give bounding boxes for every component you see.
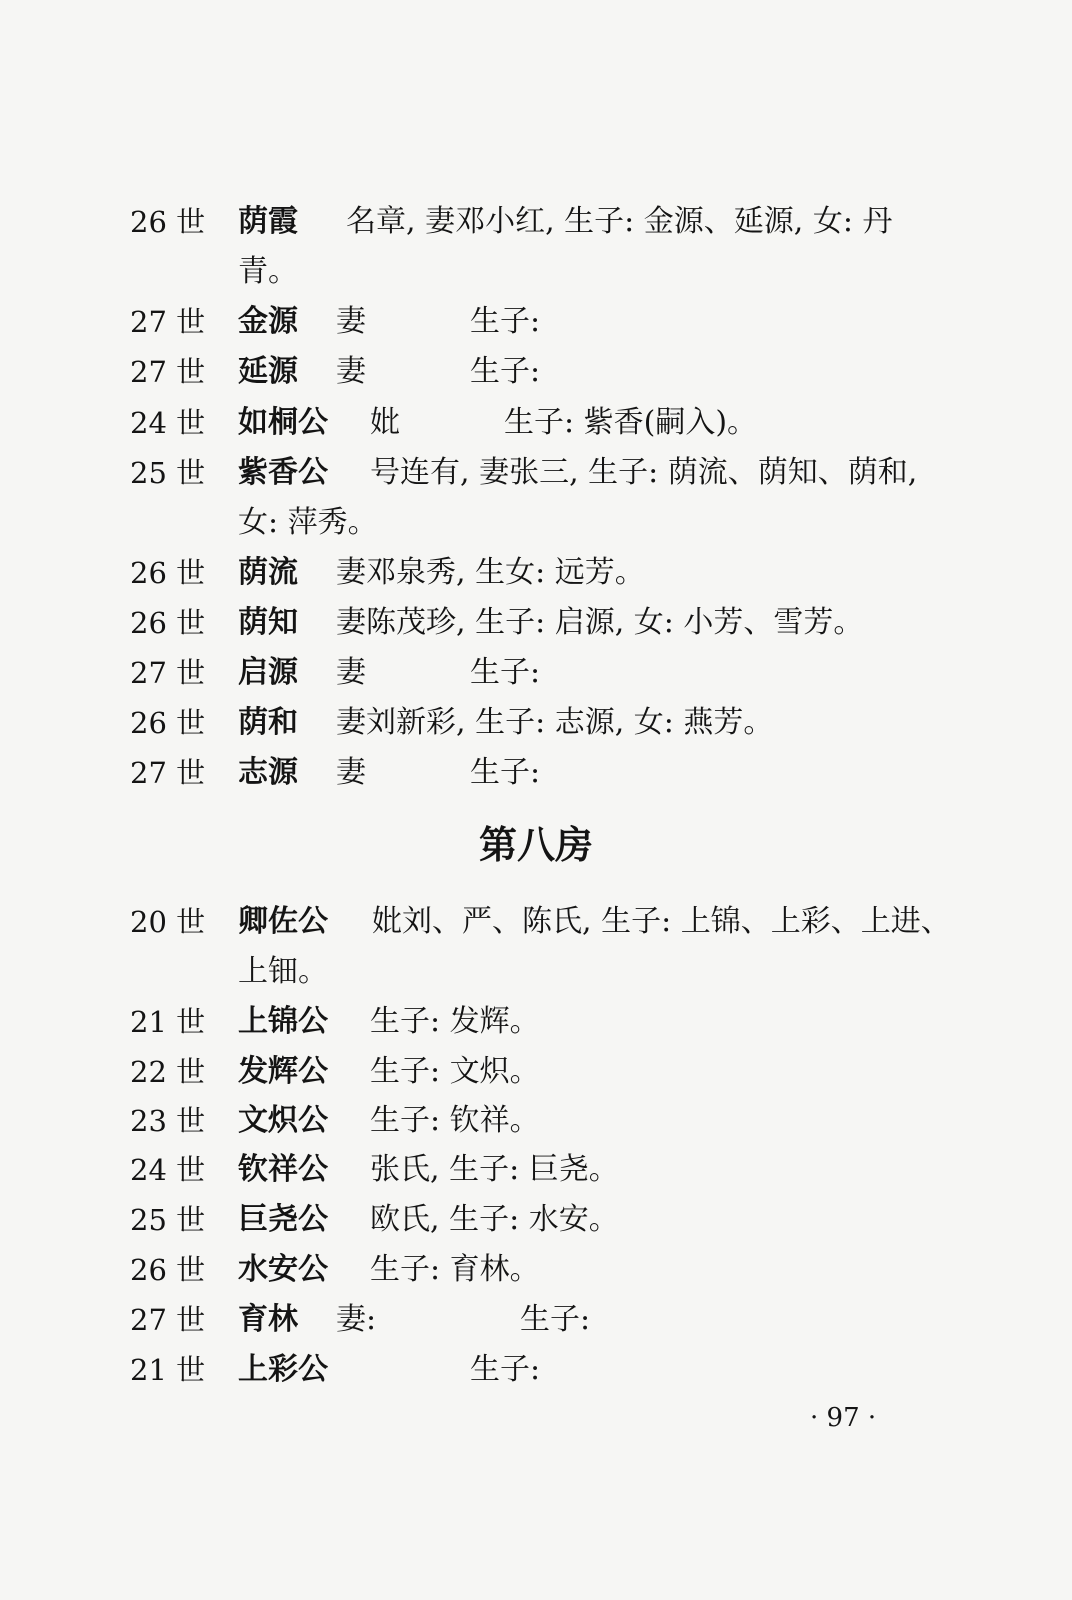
entry-text: 生子: 文炽。 <box>370 1054 540 1089</box>
generation-label: 26 世 <box>130 706 206 740</box>
entry-text: 生子: 发辉。 <box>370 1004 540 1039</box>
person-name: 上锦公 <box>238 1004 328 1039</box>
generation-label: 21 世 <box>130 1353 206 1387</box>
person-name: 水安公 <box>238 1252 328 1287</box>
person-name: 金源 <box>238 304 298 339</box>
person-name: 育林 <box>238 1302 298 1337</box>
generation-label: 26 世 <box>130 1253 206 1287</box>
person-name: 荫知 <box>238 605 298 640</box>
genealogy-entry <box>0 398 1072 448</box>
entry-children: 生子: <box>470 304 541 339</box>
entry-text: 名章, 妻邓小红, 生子: 金源、延源, 女: 丹 <box>346 204 893 239</box>
person-name: 荫霞 <box>238 204 298 239</box>
entry-children: 生子: <box>470 354 541 389</box>
genealogy-entry <box>0 598 1072 648</box>
genealogy-entry <box>0 197 1072 289</box>
entry-continuation: 上钿。 <box>238 954 328 989</box>
entry-continuation: 女: 萍秀。 <box>238 505 378 540</box>
entry-text: 妻 <box>336 354 366 389</box>
generation-label: 27 世 <box>130 305 206 339</box>
entry-text: 妻: <box>336 1302 377 1337</box>
person-name: 卿佐公 <box>238 904 328 939</box>
entry-children: 生子: <box>470 1352 541 1387</box>
genealogy-entry <box>0 1096 1072 1146</box>
generation-label: 27 世 <box>130 656 206 690</box>
person-name: 上彩公 <box>238 1352 328 1387</box>
entry-text: 生子: 钦祥。 <box>370 1103 540 1138</box>
entry-children: 生子: <box>470 755 541 790</box>
generation-label: 22 世 <box>130 1055 206 1089</box>
generation-label: 27 世 <box>130 355 206 389</box>
genealogy-entry <box>0 1345 1072 1395</box>
entry-text: 妻 <box>336 755 366 790</box>
person-name: 如桐公 <box>238 405 328 440</box>
genealogy-entry <box>0 997 1072 1047</box>
generation-label: 25 世 <box>130 456 206 490</box>
generation-label: 20 世 <box>130 905 206 939</box>
entry-children: 生子: <box>470 655 541 690</box>
genealogy-entry <box>0 448 1072 540</box>
section-heading: 第八房 <box>478 823 593 867</box>
person-name: 文炽公 <box>238 1103 328 1138</box>
generation-label: 27 世 <box>130 1303 206 1337</box>
person-name: 延源 <box>238 354 298 389</box>
genealogy-entry <box>0 897 1072 989</box>
entry-children: 生子: <box>520 1302 591 1337</box>
entry-text: 妣刘、严、陈氏, 生子: 上锦、上彩、上进、 <box>372 904 951 939</box>
entry-text: 妣 <box>370 405 400 440</box>
person-name: 紫香公 <box>238 455 328 490</box>
genealogy-entry <box>0 297 1072 347</box>
person-name: 巨尧公 <box>238 1202 328 1237</box>
genealogy-entry <box>0 748 1072 798</box>
entry-text: 妻刘新彩, 生子: 志源, 女: 燕芳。 <box>336 705 774 740</box>
person-name: 启源 <box>238 655 298 690</box>
genealogy-entry <box>0 1295 1072 1345</box>
generation-label: 26 世 <box>130 556 206 590</box>
person-name: 荫和 <box>238 705 298 740</box>
genealogy-entry <box>0 698 1072 748</box>
generation-label: 24 世 <box>130 406 206 440</box>
page-number: · 97 · <box>810 1403 877 1433</box>
entry-text: 号连有, 妻张三, 生子: 荫流、荫知、荫和, <box>370 455 918 490</box>
genealogy-entry <box>0 1195 1072 1245</box>
generation-label: 25 世 <box>130 1203 206 1237</box>
generation-label: 21 世 <box>130 1005 206 1039</box>
generation-label: 26 世 <box>130 606 206 640</box>
genealogy-entry <box>0 1245 1072 1295</box>
entry-text: 张氏, 生子: 巨尧。 <box>370 1152 619 1187</box>
genealogy-entry <box>0 347 1072 397</box>
entry-text: 妻邓泉秀, 生女: 远芳。 <box>336 555 645 590</box>
entry-continuation: 青。 <box>238 254 298 289</box>
genealogy-entry <box>0 1145 1072 1195</box>
genealogy-entry <box>0 548 1072 598</box>
entry-text: 生子: 育林。 <box>370 1252 540 1287</box>
entry-text: 妻陈茂珍, 生子: 启源, 女: 小芳、雪芳。 <box>336 605 864 640</box>
person-name: 钦祥公 <box>238 1152 328 1187</box>
entry-children: 生子: 紫香(嗣入)。 <box>504 405 758 440</box>
person-name: 荫流 <box>238 555 298 590</box>
generation-label: 26 世 <box>130 205 206 239</box>
person-name: 发辉公 <box>238 1054 328 1089</box>
person-name: 志源 <box>238 755 298 790</box>
generation-label: 27 世 <box>130 756 206 790</box>
generation-label: 23 世 <box>130 1104 206 1138</box>
genealogy-entry <box>0 1047 1072 1097</box>
genealogy-entry <box>0 648 1072 698</box>
entry-text: 妻 <box>336 304 366 339</box>
entry-text: 妻 <box>336 655 366 690</box>
entry-text: 欧氏, 生子: 水安。 <box>370 1202 619 1237</box>
generation-label: 24 世 <box>130 1153 206 1187</box>
